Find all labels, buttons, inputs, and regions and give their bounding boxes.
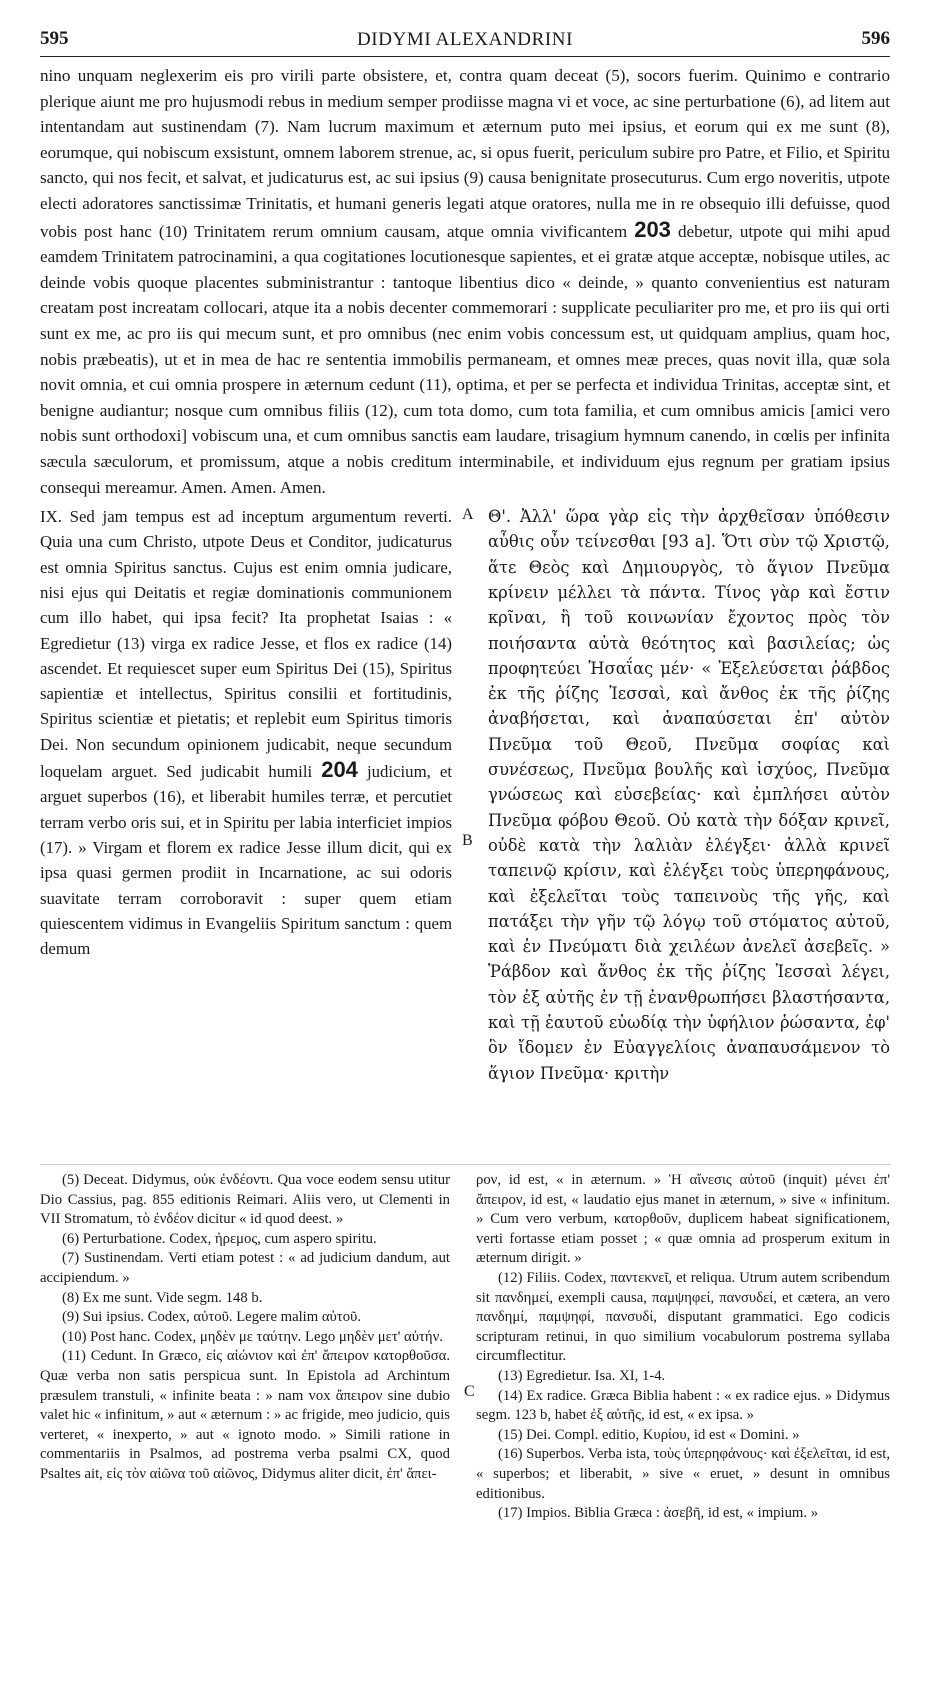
- footnote-16: (16) Superbos. Verba ista, τοὺς ὑπερηφάνους· καὶ ἐξελεῖται, id est, « superbos; et liberabit, » sive « eruet, » desunt in omnibus editionibus.: [476, 1446, 890, 1502]
- latin-column-part-2: judicium, et arguet superbos (16), et liberabit humiles terræ, et percutiet terram verbo oris sui, et in Spiritu per labia interficiet impios (17). » Virgam et florem ex radice Jesse illum dicit, qui ex ipsa quasi germen prodiit in Incarnatione, ac sui odoris suavitate terram corroboravit : super quem etiam quiescentem vidimus in Evangeliis Spiritum sanctum : quem demum: [40, 762, 452, 959]
- footnote-10: (10) Post hanc. Codex, μηδὲν με ταύτην. Lego μηδὲν μετ' αὐτήν.: [62, 1328, 443, 1345]
- page-number-right: 596: [861, 28, 890, 49]
- footnotes-left-column: [40, 1171, 450, 1485]
- latin-column-part-1: IX. Sed jam tempus est ad inceptum argumentum reverti. Quia una cum Christo, utpote Deus et Conditor, judicaturus est omnia Spiritus sanctus. Cujus est enim omnia judicare, nisi ejus qui Deitatis et regiæ dominationis communionem cum illo habet, qui ipsa fecit? Ita prophetat Isaias : « Egredietur (13) virga ex radice Jesse, et flos ex radice (14) ascendet. Et requiescet super eum Spiritus Dei (15), Spiritus sapientiæ et intellectus, Spiritus consilii et fortitudinis, Spiritus scientiæ et pietatis; et replebit eum Spiritus timoris Dei. Non secundum opinionem judicabit, neque secundum loquelam arguet. Sed judicabit humili: [40, 507, 452, 782]
- segment-marker-203: 203: [634, 216, 671, 242]
- top-paragraph-part-2: debetur, utpote qui mihi apud eamdem Trinitatem patrocinamini, a qua cogitationes locutionesque sapientes, et ei gratæ atque acceptæ, nobisque utiles, ac deinde vobis quoque placentes subministrantur : tantoque libentius dico « deinde, » quanto convenientius est naturam creatam post increatam collocari, atque ita a nobis decenter commemorari : supplicate peculiariter pro me, et pro iis qui orti sunt ex me, ac pro iis qui mecum sunt, et pro omnibus (nec enim vobis concessum est, ut quidquam amplius, quam hoc, nobis præbeatis), ut et in mea de hac re sententia immobilis permaneam, et omnes meæ preces, quas novit illa, quæ sola novit omnia, et cui omnia prospere in æternum cedunt (11), optima, et per se perfecta et individua Trinitas, acceptæ sint, et benigne audiantur; nosque cum omnibus filiis (12), cum tota domo, cum tota familia, et cum omnibus amicis [amici vero nobis sunt orthodoxi] vobiscum una, et cum omnibus sanctis eam laudare, trisagium hymnum canendo, in cœlis per infinita sæcula sæculorum, et promissum, atque a nobis creditum interminabile, et individuum ejus regnum per gratiam ipsius consequi mereamur. Amen. Amen. Amen.: [40, 221, 891, 497]
- footnote-6: (6) Perturbatione. Codex, ἠρεμος, cum aspero spiritu.: [62, 1230, 377, 1247]
- footnotes: [40, 1164, 890, 1705]
- footnote-11-continued: ρον, id est, « in æternum. » Ἡ αἴνεσις αὐτοῦ (inquit) μένει ἐπ' ἄπειρον, id est, « laudatio ejus manet in æternum, » sive « infinitum. » Cum vero verbum, κατορθοῦν, duplicem habeat significationem, verti fortasse etiam posset ; « quæ omnia ad prosperum exitum in æternum dirigit. »: [476, 1172, 890, 1267]
- footnote-13: (13) Egredietur. Isa. XI, 1-4.: [498, 1368, 666, 1385]
- margin-letter-c: C: [464, 1383, 475, 1401]
- footnote-8: (8) Ex me sunt. Vide segm. 148 b.: [62, 1289, 263, 1306]
- margin-letter-b: B: [462, 832, 473, 850]
- footnote-12: (12) Filiis. Codex, παντεκνεῖ, et reliqua. Utrum autem scribendum sit πανδημεί, exempli causa, παμψηφεί, πανσυδεί, et cætera, an vero πανδημί, παμψηφί, πανσυδί, disputant grammatici. Ego codicis scripturam retinui, in quo similium vocabulorum postrema syllaba circumflectitur.: [476, 1270, 890, 1365]
- running-title: DIDYMI ALEXANDRINI: [356, 29, 574, 50]
- parallel-columns: [40, 504, 890, 1164]
- footnote-9: (9) Sui ipsius. Codex, αὐτοῦ. Legere malim αὐτοῦ.: [62, 1309, 361, 1326]
- book-page: [40, 26, 890, 1705]
- footnote-11: (11) Cedunt. In Græco, εἰς αἰώνιον καὶ ἐπ' ἄπειρον κατορθοῦσα. Quæ verba non satis perspicua sunt. In Epistola ad Archintum præsulem transtuli, « infinite beata : » nam vox ἄπειρον sine dubio valet hic « infinitum, » aut « æternum : » ac frigide, meo judicio, quis verteret, « inexperto, » aut « ignoto modo. » Simili ratione in commentariis in Psalmos, ad postrema verba psalmi CX, quod Psaltes ait, εἰς τὸν αἰῶνα τοῦ αἰῶνος, Didymus aliter dicit, ἐπ' ἄπει-: [40, 1348, 450, 1482]
- footnote-15: (15) Dei. Compl. editio, Κυρίου, id est « Domini. »: [498, 1426, 800, 1443]
- page-number-left: 595: [40, 28, 69, 49]
- footnote-5: (5) Deceat. Didymus, οὐκ ἐνδέοντι. Qua voce eodem sensu utitur Dio Cassius, pag. 855 editionis Reimari. Aliis vero, ut Clementi in VII Stromatum, τὸ ἐνδέον dicitur « id quod deest. »: [40, 1172, 450, 1228]
- segment-marker-204: 204: [321, 757, 358, 783]
- footnote-14: (14) Ex radice. Græca Biblia habent : « ex radice ejus. » Didymus segm. 123 b, habet ἐξ αὐτῆς, id est, « ex ipsa. »: [476, 1387, 890, 1424]
- margin-letter-a: A: [462, 506, 474, 524]
- top-paragraph-part-1: nino unquam neglexerim eis pro virili parte obsistere, et, contra quam deceat (5), socors fuerim. Quinimo e contrario plerique aiunt me pro hujusmodi rebus in medium semper prodiisse magna vi et voce, ac sine perturbatione (6), ad litem aut intentandam aut sustinendam (7). Nam lucrum maximum et æternum puto mei ipsius, et eorum qui ex me sunt (8), eorumque, qui nobiscum exsistunt, omnem laborem strenue, ac, si opus fuerit, periculum subire pro Patre, et Filio, et Spiritu sancto, qui nos fecit, et salvat, et judicaturus est, ac sui ipsius (9) causa benignitate prosecuturus. Cum ergo noveritis, utpote electi adoratores sanctissimæ Trinitatis, et humani generis legati atque oratores, nulla me in re obsequio illi defuisse, quod vobis post hanc (10) Trinitatem rerum omnium causam, atque omnia vivificantem: [40, 66, 890, 241]
- greek-column: Θ'. Ἀλλ' ὥρα γὰρ εἰς τὴν ἀρχθεῖσαν ὑπόθεσιν αὖθις οὖν τείνεσθαι [93 a]. Ὅτι σὺν τῷ Χριστῷ, ἅτε Θεὸς καὶ Δημιουργὸς, τὸ ἅγιον Πνεῦμα κρίνειν μέλλει τὰ πάντα. Τίνος γὰρ καὶ ἔστιν κρῖναι, ἢ τοῦ κοινωνίαν ἔχοντος πρὸς τὸν ποιήσαντα αὐτὰ θεότητος καὶ βασιλείας; ὡς προφητεύει Ἡσαΐας μέν· « Ἐξελεύσεται ῥάβδος ἐκ τῆς ῥίζης Ἰεσσαὶ, καὶ ἄνθος ἐκ τῆς ῥίζης ἀναβήσεται, καὶ ἀναπαύσεται ἐπ' αὐτὸν Πνεῦμα τοῦ Θεοῦ, Πνεῦμα σοφίας καὶ συνέσεως, Πνεῦμα βουλῆς καὶ ἰσχύος, Πνεῦμα γνώσεως καὶ εὐσεβείας· καὶ ἐμπλήσει αὐτὸν Πνεῦμα φόβου Θεοῦ. Οὐ κατὰ τὴν δόξαν κρινεῖ, οὐδὲ κατὰ τὴν λαλιὰν ἐλέγξει· ἀλλὰ κρινεῖ ταπεινῷ κρίσιν, καὶ ἐλέγξει τοὺς ὑπερηφάνους, καὶ ἐξελεῖται τοὺς ταπεινοὺς τῆς γῆς, καὶ πατάξει τὴν γῆν τῷ λόγῳ τοῦ στόματος αὐτοῦ, καὶ ἐν Πνεύματι διὰ χειλέων ἀνελεῖ ἀσεβεῖς. » Ῥάβδον καὶ ἄνθος ἐκ τῆς ῥίζης Ἰεσσαὶ λέγει, τὸν ἐξ αὐτῆς ἐν τῇ ἐνανθρωπήσει βλαστήσαντα, καὶ τῇ ἑαυτοῦ εὐωδίᾳ τὴν ὑφήλιον ῥώσαντα, ἐφ' ὃν ἴδομεν ἐν Εὐαγγελίοις ἀναπαυσάμενον τὸ ἅγιον Πνεῦμα· κριτὴν: [488, 507, 890, 1083]
- footnote-17: (17) Impios. Biblia Græca : ἀσεβῆ, id est, « impium. »: [498, 1505, 819, 1522]
- latin-column: [40, 504, 452, 961]
- running-header: [40, 26, 890, 57]
- footnotes-right-column: [476, 1171, 890, 1524]
- top-paragraph: [40, 63, 890, 500]
- footnote-7: (7) Sustinendam. Verti etiam potest : « ad judicium dandum, aut accipiendum. »: [40, 1250, 450, 1287]
